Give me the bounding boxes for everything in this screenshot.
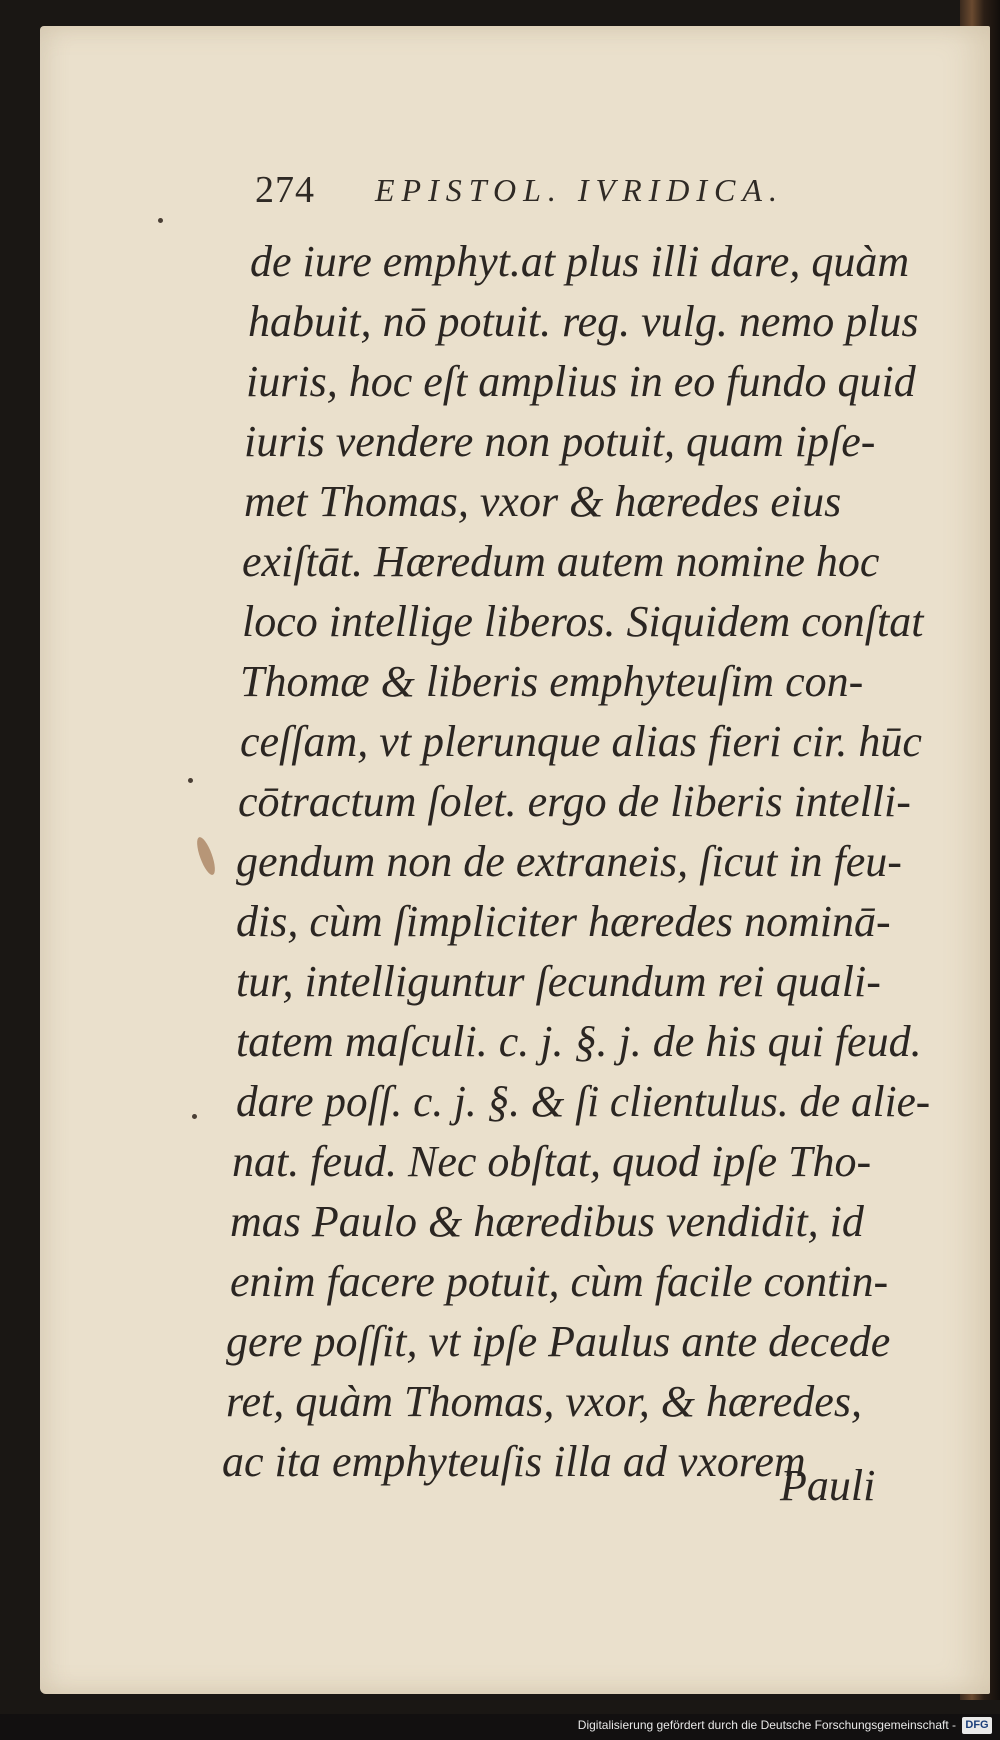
text-line: dare poſſ. c. j. §. & ſi clientulus. de alie- — [236, 1077, 931, 1126]
text-line: enim facere potuit, cùm facile contin- — [230, 1257, 889, 1306]
text-line: gendum non de extraneis, ſicut in feu- — [236, 837, 902, 886]
page-number: 274 — [255, 169, 315, 211]
running-head: EPISTOL. IVRIDICA. — [375, 172, 784, 208]
digitization-credit: Digitalisierung gefördert durch die Deutsche Forschungsgemeinschaft - — [577, 1718, 956, 1732]
text-line: loco intellige liberos. Siquidem conſtat — [242, 597, 924, 646]
catchword: Pauli — [780, 1461, 876, 1510]
text-line: ceſſam, vt plerunque alias fieri cir. hūc — [240, 717, 922, 766]
text-line: cōtractum ſolet. ergo de liberis intelli- — [238, 777, 911, 826]
text-line: met Thomas, vxor & hæredes eius — [244, 477, 842, 526]
page-header — [255, 168, 875, 218]
text-line: nat. feud. Nec obſtat, quod ipſe Tho- — [232, 1137, 872, 1186]
text-line: habuit, nō potuit. reg. vulg. nemo plus — [248, 297, 919, 346]
text-line: de iure emphyt.at plus illi dare, quàm — [250, 237, 910, 286]
text-line: dis, cùm ſimpliciter hæredes nominā- — [236, 897, 891, 946]
text-line: exiſtāt. Hæredum autem nomine hoc — [242, 537, 880, 586]
text-line: tatem maſculi. c. j. §. j. de his qui feud. — [236, 1017, 922, 1066]
text-line: ac ita emphyteuſis illa ad vxorem — [222, 1437, 806, 1486]
body-text — [0, 232, 1000, 1532]
text-line: Thomæ & liberis emphyteuſim con- — [240, 657, 864, 706]
footer-bar — [0, 1714, 1000, 1740]
dfg-logo: DFG — [962, 1717, 992, 1734]
text-line: iuris, hoc eſt amplius in eo fundo quid — [246, 357, 916, 406]
ink-speck — [158, 218, 163, 223]
text-line: gere poſſit, vt ipſe Paulus ante decede — [226, 1317, 891, 1366]
text-line: ret, quàm Thomas, vxor, & hæredes, — [226, 1377, 862, 1426]
text-line: tur, intelliguntur ſecundum rei quali- — [236, 957, 881, 1006]
text-line: iuris vendere non potuit, quam ipſe- — [244, 417, 876, 466]
text-line: mas Paulo & hæredibus vendidit, id — [230, 1197, 864, 1246]
